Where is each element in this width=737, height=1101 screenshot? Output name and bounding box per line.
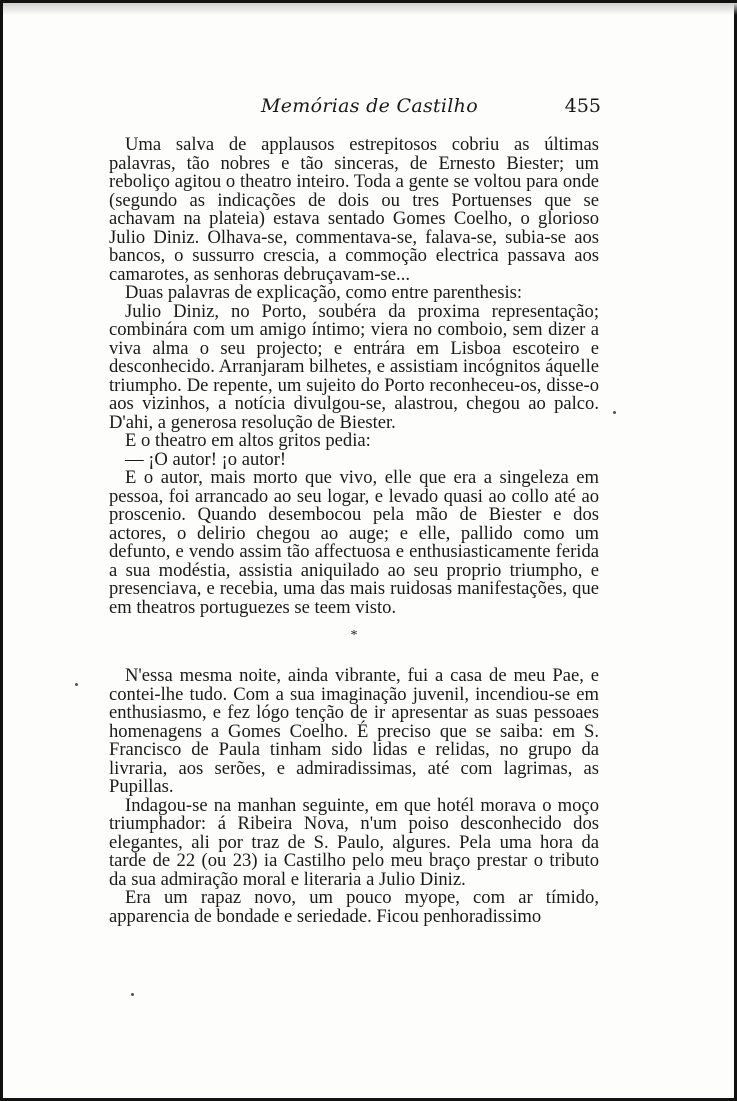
dialogue-line: — ¡O autor! ¡o autor! bbox=[125, 448, 287, 470]
running-title: Memórias de Castilho bbox=[261, 95, 478, 117]
paragraph: Era um rapaz novo, um pouco myope, com ar tímido, apparencia de bondade e seriedade. Ficou penhoradissimo bbox=[109, 887, 599, 927]
paragraph: Uma salva de applausos estrepitosos cobriu as últimas palavras, tão nobres e tão sinceras, de Ernesto Biester; um reboliço agitou o theatro inteiro. Toda a gente se voltou para onde (segundo as indicações de dois ou tres Portuenses que se achavam na plateia) estava sentado Gomes Coelho, o glorioso Julio Diniz. Olhava-se, commentava-se, falava-se, subia-se aos bancos, o sussurro crescia, a commoção electrica passava aos camarotes, as senhoras debruçavam-se... bbox=[109, 134, 599, 285]
paragraph: Duas palavras de explicação, como entre parenthesis: bbox=[125, 282, 523, 303]
page-header bbox=[111, 95, 601, 119]
scan-edge-shadow bbox=[3, 3, 737, 15]
page-number: 455 bbox=[564, 95, 601, 117]
paragraph: E o theatro em altos gritos pedia: bbox=[125, 430, 371, 451]
paragraph: E o autor, mais morto que vivo, elle que era a singeleza em pessoa, foi arrancado ao seu logar, e levado quasi ao collo até ao proscenio. Quando desembocou pela mão de Biester e dos actores, o delirio chegou ao auge; e elle, pallido como um defunto, e vendo assim tão affectuosa e enthusiasticamente ferida a sua modéstia, assistia aniquilado ao seu proprio triumpho, e presenciava, e recebia, uma das mais ruidosas manifestações, que em theatros portuguezes se teem visto. bbox=[109, 467, 599, 618]
section-separator: * bbox=[350, 628, 358, 643]
paragraph: Julio Diniz, no Porto, soubéra da proxima representação; combinára com um amigo íntimo; viera no comboio, sem dizer a viva alma o seu projecto; e entrára em Lisboa escoteiro e desconhecido. Arranjaram bilhetes, e assistiam incógnitos áquelle triumpho. De repente, um sujeito do Porto reconheceu-os, disse-o aos vizinhos, a notícia divulgou-se, alastrou, chegou ao palco. D'ahi, a generosa resolução de Biester. bbox=[109, 300, 599, 433]
body-text bbox=[109, 136, 599, 926]
paragraph: Indagou-se na manhan seguinte, em que hotél morava o moço triumphador: á Ribeira Nova, n'um poiso desconhecido dos elegantes, ali por traz de S. Paulo, algures. Pela uma hora da tarde de 22 (ou 23) ia Castilho pelo meu braço prestar o tributo da sua admiração moral e literaria a Julio Diniz. bbox=[109, 794, 599, 890]
paragraph: N'essa mesma noite, ainda vibrante, fui a casa de meu Pae, e contei-lhe tudo. Com a sua imaginação juvenil, incendiou-se em enthusiasmo, e fez lógo tenção de ir apresentar as suas pessoaes homenagens a Gomes Coelho. É preciso que se saiba: em S. Francisco de Paula tinham sido lidas e relidas, no grupo da livraria, aos serões, e admiradissimas, até com lagrimas, as Pupillas. bbox=[109, 665, 599, 797]
scan-speck bbox=[75, 683, 78, 686]
scan-speck bbox=[613, 411, 616, 414]
scan-speck bbox=[131, 993, 134, 996]
